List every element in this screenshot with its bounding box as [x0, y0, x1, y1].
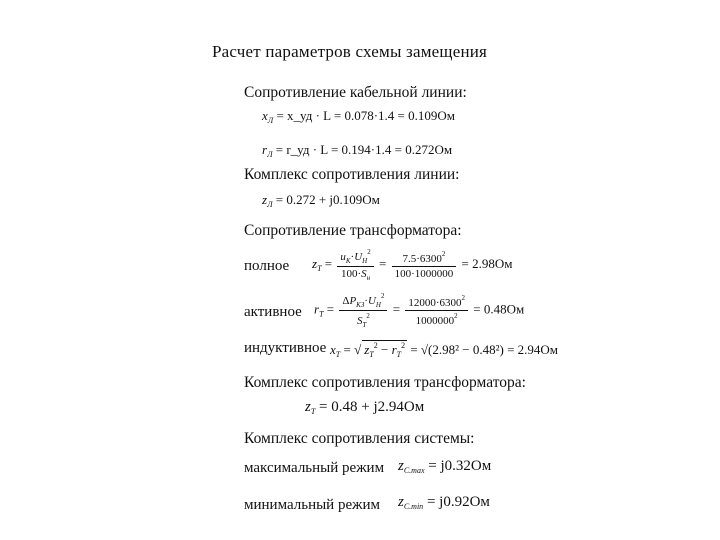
full-den-value: 100·1000000	[394, 268, 454, 280]
max-mode-rhs: = j0.32Ом	[428, 458, 492, 474]
active-symbolic-fraction: $\frac{\Delta P_{КЗ}\cdot U_H^2}{S_Т^2}$	[339, 292, 387, 329]
active-den-value: 1000000	[415, 315, 455, 327]
system-complex-heading: Комплекс сопротивления системы:	[244, 430, 475, 447]
full-formula: $z_Т$ = $\frac{u_K\cdot U_H^2}{100\cdot S_н}$ = $\frac{7.5\cdot 6300^2}{100\cdot 1000000}$ = 2.98Ом	[312, 248, 513, 282]
max-mode-label: максимальный режим	[244, 460, 385, 476]
cable-r-rhs: = r_уд · L = 0.194·1.4 = 0.272Ом	[275, 142, 453, 157]
inductive-rhs: = √(2.98² − 0.48²) = 2.94Ом	[410, 342, 559, 357]
full-label: полное	[244, 258, 290, 274]
min-mode-formula: $z_{С.min} = j0.92Ом$	[398, 494, 490, 511]
inductive-formula: $x_Т$ = √ $z_Т^2 - r_Т^2 = √(2.98^2 - 0.48^2) = 2.94Ом$	[330, 341, 559, 359]
line-complex-rhs: = 0.272 + j0.109Ом	[275, 192, 380, 207]
inductive-label: индуктивное	[244, 340, 327, 356]
line-complex-heading: Комплекс сопротивления линии:	[244, 166, 460, 183]
slide-title: Расчет параметров схемы замещения	[212, 42, 488, 61]
line-complex-formula: $z_Л = 0.272 + j0.109Ом$	[262, 192, 380, 209]
cable-heading: Сопротивление кабельной линии:	[244, 84, 467, 101]
min-mode-label: минимальный режим	[244, 497, 381, 513]
min-mode-rhs: = j0.92Ом	[426, 494, 490, 510]
full-result: = 2.98Ом	[461, 255, 513, 271]
cable-r-formula: $r_Л$ = r_уд · L = 0.194·1.4 = 0.272Ом	[262, 142, 453, 159]
active-label: активное	[244, 304, 302, 320]
active-num-value: 12000·6300	[408, 297, 462, 309]
active-numeric-fraction: $\frac{12000\cdot 6300^2}{1000000^2}$	[405, 294, 468, 327]
full-num-value: 7.5·6300	[402, 253, 442, 265]
cable-x-formula: $x_Л$ = x_уд · L = 0.078·1.4 = 0.109Ом	[262, 108, 455, 125]
transformer-complex-rhs: = 0.48 + j2.94Ом	[319, 399, 425, 415]
full-symbolic-fraction: $\frac{u_K\cdot U_H^2}{100\cdot S_н}$	[337, 248, 373, 282]
transformer-heading: Сопротивление трансформатора:	[244, 222, 462, 239]
active-result: = 0.48Ом	[473, 301, 525, 317]
full-numeric-fraction: $\frac{7.5\cdot 6300^2}{100\cdot 1000000}$	[392, 250, 457, 280]
max-mode-formula: $z_{С.max} = j0.32Ом$	[398, 458, 492, 475]
cable-x-rhs: = x_уд · L = 0.078·1.4 = 0.109Ом	[276, 108, 455, 123]
transformer-complex-formula: $z_Т = 0.48 + j2.94Ом$	[305, 399, 425, 416]
transformer-complex-heading: Комплекс сопротивления трансформатора:	[244, 374, 526, 391]
active-formula: $r_Т$ = $\frac{\Delta P_{КЗ}\cdot U_H^2}{S_Т^2}$ = $\frac{12000\cdot 6300^2}{1000000^2}$ = 0.48Ом	[314, 292, 525, 329]
